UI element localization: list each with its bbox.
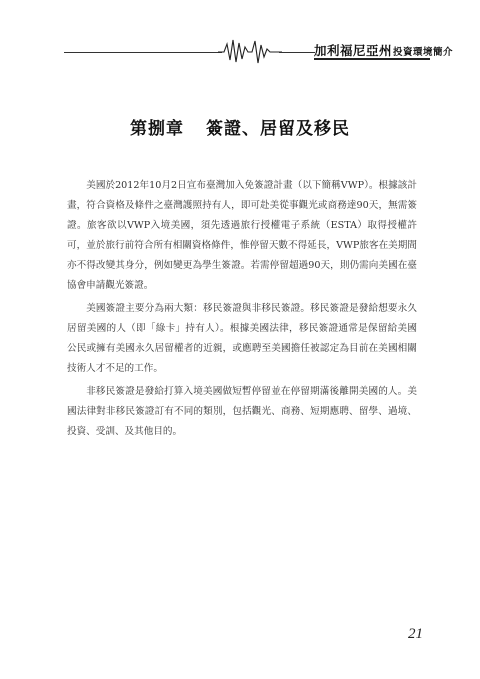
header-title-main: 加利福尼亞州	[314, 43, 393, 58]
chapter-title	[0, 114, 480, 139]
pulse-line-icon	[218, 35, 282, 65]
paragraph: 美國簽證主要分為兩大類：移民簽證與非移民簽證。移民簽證是發給想要永久居留美國的人（即「綠卡」持有人）。根據美國法律，移民簽證通常是保留給美國公民或擁有美國永久居留權者的近親，或應聘至美國擔任被認定為目前在美國相關技術人才不足的工作。	[67, 303, 417, 374]
paragraph: 非移民簽證是發給打算入境美國做短暫停留並在停留期滿後離開美國的人。美國法律對非移民簽證訂有不同的類別，包括觀光、商務、短期應聘、留學、過境、投資、受訓、及其他目的。	[67, 386, 417, 437]
header-left-line	[64, 52, 222, 53]
header-right-line	[279, 52, 315, 53]
paragraph: 美國於2012年10月2日宣布臺灣加入免簽證計畫（以下簡稱VWP）。根據該計畫，符合資格及條件之臺灣護照持有人，即可赴美從事觀光或商務達90天，無需簽證。旅客欲以VWP入境美國，須先透過旅行授權電子系統（ESTA）取得授權許可，並於旅行前符合所有相關資格條件，惟停留天數不得延長，VWP旅客在美期間亦不得改變其身分，例如變更為學生簽證。若需停留超過90天，則仍需向美國在臺協會申請觀光簽證。	[67, 180, 417, 291]
chapter-heading: 簽證、居留及移民	[206, 119, 350, 139]
body-text	[67, 176, 417, 445]
chapter-number: 第捌章	[130, 119, 184, 139]
running-header	[0, 0, 480, 70]
header-underline	[314, 58, 430, 60]
page-number: 21	[408, 626, 423, 642]
header-title	[314, 40, 453, 59]
header-title-sub: 投資環境簡介	[393, 47, 454, 58]
